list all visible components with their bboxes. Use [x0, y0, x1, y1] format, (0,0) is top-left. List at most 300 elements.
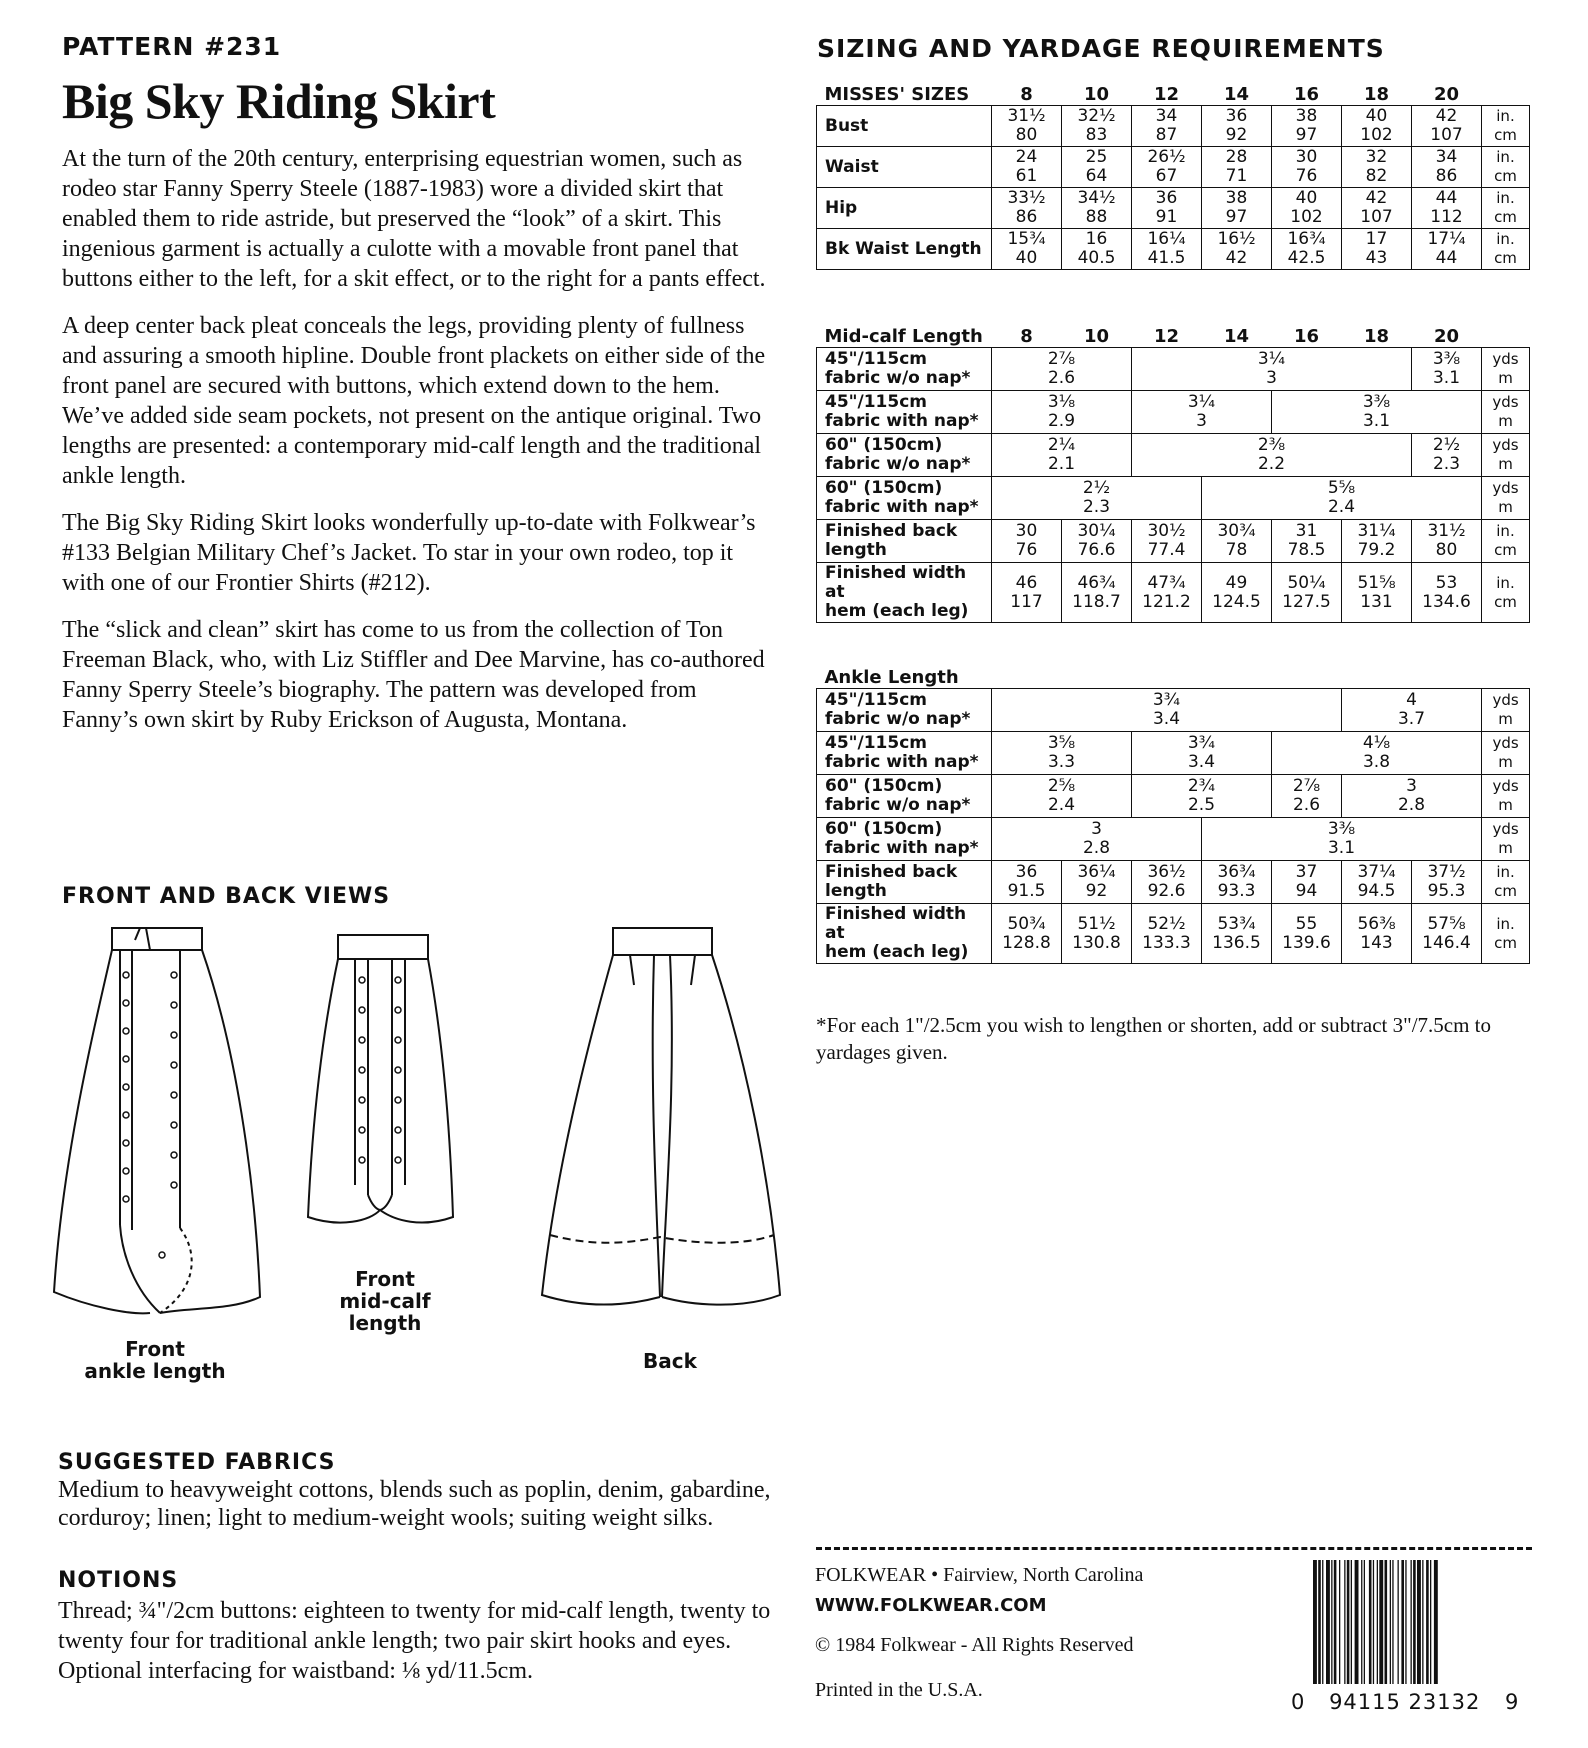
row-label: [817, 775, 992, 818]
cell-value-top: 42: [1365, 188, 1388, 208]
barcode-number-left: 0: [1291, 1690, 1305, 1714]
cell-value-bottom: hem (each leg): [825, 601, 969, 621]
table-cell: [1272, 391, 1482, 434]
cell-value-bottom: 71: [1225, 166, 1248, 186]
unit-cell: [1482, 106, 1530, 147]
table-cell: [992, 732, 1132, 775]
cell-value-bottom: fabric w/o nap*: [825, 454, 971, 474]
cell-value-bottom: 3.7: [1397, 709, 1426, 729]
table-cell: [1132, 775, 1272, 818]
table-cell: [1132, 106, 1202, 147]
cell-value-bottom: 107: [1430, 125, 1463, 145]
table-cell: [992, 904, 1062, 964]
table-cell: [1412, 229, 1482, 270]
table-cell: [1062, 861, 1132, 904]
cell-value-top: 57⅝: [1427, 913, 1466, 934]
cell-value-top: 28: [1225, 147, 1248, 167]
table-cell: [1342, 520, 1412, 563]
cell-value-bottom: 3: [1266, 368, 1277, 388]
table-cell: [992, 229, 1062, 270]
cell-value-top: 49: [1225, 572, 1248, 593]
cell-value-top: 30: [1015, 521, 1038, 541]
cell-value-top: 30¾: [1217, 521, 1256, 541]
table-row: [817, 818, 1530, 861]
cell-value-top: 16½: [1217, 229, 1256, 249]
cell-value-top: 53: [1435, 572, 1458, 593]
table-cell: [1272, 732, 1482, 775]
table-cell: [1342, 147, 1412, 188]
row-label: [817, 348, 992, 391]
table-cell: [992, 188, 1062, 229]
cell-value-bottom: 97: [1225, 207, 1248, 227]
cell-value-bottom: 78.5: [1287, 540, 1326, 560]
cell-value-bottom: 131: [1360, 591, 1393, 612]
unit-cell: [1482, 732, 1530, 775]
maker-line: FOLKWEAR • Fairview, North Carolina: [815, 1564, 1144, 1586]
cell-value-bottom: 76: [1015, 540, 1038, 560]
unit-cell: [1482, 861, 1530, 904]
cell-value-bottom: 3.3: [1047, 752, 1076, 772]
cell-value-top: 3¼: [1187, 392, 1216, 412]
copyright: © 1984 Folkwear - All Rights Reserved: [815, 1634, 1134, 1656]
size-header: 8: [1020, 326, 1033, 347]
cell-value-top: 53¾: [1217, 913, 1256, 934]
size-header: 12: [1153, 326, 1180, 347]
cell-value-top: 51½: [1077, 913, 1116, 934]
views-heading: FRONT AND BACK VIEWS: [62, 884, 391, 909]
table-cell: [1412, 147, 1482, 188]
table-cell: [1412, 861, 1482, 904]
table-cell: [992, 861, 1062, 904]
table-cell: [992, 689, 1342, 732]
table-cell: [1272, 520, 1342, 563]
cell-value-top: 50¼: [1287, 572, 1326, 593]
cell-value-bottom: 80: [1015, 125, 1038, 145]
table-cell: [1132, 563, 1202, 623]
cell-value-bottom: 2.1: [1047, 454, 1076, 474]
table-cell: [1342, 904, 1412, 964]
cell-value-bottom: 3: [1196, 411, 1207, 431]
cell-value-top: 60" (150cm): [825, 819, 943, 839]
size-header: 18: [1363, 326, 1390, 347]
front-ankle-label-line2: ankle length: [84, 1359, 226, 1383]
table-section-label: MISSES' SIZES: [824, 84, 970, 105]
cell-value-bottom: 117: [1010, 591, 1043, 612]
cell-value-bottom: 2.8: [1397, 795, 1426, 815]
table-cell: [1132, 147, 1202, 188]
table-cell: [1132, 861, 1202, 904]
cell-value-bottom: 80: [1435, 540, 1458, 560]
cell-value-top: yds: [1492, 691, 1519, 709]
cell-value-bottom: 2.5: [1187, 795, 1216, 815]
table-section-label: Ankle Length: [824, 667, 959, 688]
row-label: [817, 520, 992, 563]
cell-value-top: Finished back: [825, 862, 958, 882]
table-cell: [1342, 563, 1412, 623]
cell-value-top: Finished width at: [825, 563, 967, 602]
table-cell: [1272, 775, 1342, 818]
table-cell: [992, 818, 1202, 861]
cell-value-top: in.: [1496, 230, 1515, 248]
cell-value-bottom: cm: [1494, 541, 1517, 559]
cell-value-top: 3⅛: [1047, 392, 1076, 412]
cell-value-top: 2½: [1082, 478, 1111, 498]
table-cell: [992, 563, 1062, 623]
cell-value-top: 38: [1295, 106, 1318, 126]
cell-value-top: 30¼: [1077, 521, 1116, 541]
size-header: 10: [1083, 326, 1110, 347]
table-cell: [992, 391, 1132, 434]
cell-value-top: 5⅝: [1327, 478, 1356, 498]
barcode-number: [1291, 1690, 1531, 1714]
cell-value-top: in.: [1496, 189, 1515, 207]
unit-cell: [1482, 904, 1530, 964]
table-row: [817, 904, 1530, 964]
cell-value-top: 36½: [1147, 862, 1186, 882]
table-cell: [1132, 520, 1202, 563]
table-cell: [1132, 434, 1412, 477]
row-label: [817, 434, 992, 477]
table-cell: [1202, 147, 1272, 188]
row-label: [817, 904, 992, 964]
cell-value-bottom: m: [1498, 412, 1513, 430]
cell-value-top: 32: [1365, 147, 1388, 167]
cell-value-top: 60" (150cm): [825, 776, 943, 796]
cell-value-top: 34: [1435, 147, 1458, 167]
cell-value-top: 26½: [1147, 147, 1186, 167]
cell-value-top: 31: [1295, 521, 1318, 541]
cell-value-top: 34½: [1077, 188, 1116, 208]
front-ankle-label: [80, 1338, 230, 1382]
table-cell: [1202, 904, 1272, 964]
barcode-number-mid: 94115 23132: [1329, 1690, 1481, 1714]
table-cell: [1062, 904, 1132, 964]
cell-value-top: 45"/115cm: [825, 349, 927, 369]
unit-cell: [1482, 434, 1530, 477]
cell-value-bottom: 91.5: [1007, 881, 1046, 901]
cell-value-bottom: cm: [1494, 592, 1517, 611]
cell-value-bottom: 121.2: [1142, 591, 1191, 612]
table-row: [817, 434, 1530, 477]
table-row: [817, 106, 1530, 147]
size-header: 16: [1293, 84, 1320, 105]
size-header: 20: [1433, 326, 1460, 347]
cell-value-bottom: length: [825, 540, 887, 560]
cell-value-top: 2¾: [1187, 776, 1216, 796]
cell-value-bottom: 3.1: [1327, 838, 1356, 858]
body-measurements-table: [816, 84, 1530, 270]
cell-value-bottom: fabric w/o nap*: [825, 709, 971, 729]
cell-value-bottom: 92: [1085, 881, 1108, 901]
table-cell: [1342, 861, 1412, 904]
unit-cell: [1482, 348, 1530, 391]
cell-value-top: 36: [1225, 106, 1248, 126]
cell-value-bottom: 146.4: [1422, 932, 1471, 953]
cell-value-top: 3¼: [1257, 349, 1286, 369]
table-cell: [1202, 861, 1272, 904]
cell-value-bottom: cm: [1494, 167, 1517, 185]
row-label: Waist: [817, 147, 992, 188]
cell-value-bottom: fabric with nap*: [825, 497, 979, 517]
cell-value-bottom: 118.7: [1072, 591, 1121, 612]
cell-value-bottom: 86: [1435, 166, 1458, 186]
cell-value-top: 40: [1295, 188, 1318, 208]
cell-value-top: 2½: [1432, 435, 1461, 455]
cell-value-top: 15¾: [1007, 229, 1046, 249]
table-cell: [1062, 563, 1132, 623]
cell-value-top: yds: [1492, 820, 1519, 838]
fabrics-heading: SUGGESTED FABRICS: [58, 1450, 336, 1475]
cell-value-top: 36¾: [1217, 862, 1256, 882]
cell-value-top: Finished width at: [825, 904, 967, 943]
table-cell: [1202, 477, 1482, 520]
row-label: Bk Waist Length: [817, 229, 992, 270]
cell-value-top: 2⅞: [1047, 349, 1076, 369]
table-cell: [1062, 229, 1132, 270]
dashed-divider: [816, 1547, 1532, 1550]
table-cell: [1062, 520, 1132, 563]
cell-value-top: 3: [1406, 776, 1417, 796]
website-link[interactable]: WWW.FOLKWEAR.COM: [815, 1595, 1047, 1616]
cell-value-bottom: length: [825, 881, 887, 901]
table-cell: [1412, 106, 1482, 147]
cell-value-top: 44: [1435, 188, 1458, 208]
cell-value-bottom: m: [1498, 753, 1513, 771]
cell-value-bottom: 40: [1015, 248, 1038, 268]
cell-value-bottom: cm: [1494, 249, 1517, 267]
cell-value-bottom: 136.5: [1212, 932, 1261, 953]
cell-value-top: 37½: [1427, 862, 1466, 882]
table-cell: [1412, 904, 1482, 964]
cell-value-top: in.: [1496, 522, 1515, 540]
cell-value-bottom: 124.5: [1212, 591, 1261, 612]
table-cell: [1412, 563, 1482, 623]
table-row: [817, 188, 1530, 229]
cell-value-top: 17¼: [1427, 229, 1466, 249]
cell-value-bottom: 94.5: [1357, 881, 1396, 901]
cell-value-bottom: m: [1498, 455, 1513, 473]
cell-value-bottom: 127.5: [1282, 591, 1331, 612]
cell-value-bottom: 2.3: [1082, 497, 1111, 517]
cell-value-bottom: 92: [1225, 125, 1248, 145]
cell-value-top: 2⅝: [1047, 776, 1076, 796]
back-skirt-drawing: [542, 928, 780, 1305]
table-cell: [1202, 229, 1272, 270]
cell-value-bottom: cm: [1494, 882, 1517, 900]
table-cell: [1062, 106, 1132, 147]
cell-value-top: 25: [1085, 147, 1108, 167]
cell-value-bottom: 86: [1015, 207, 1038, 227]
cell-value-bottom: m: [1498, 710, 1513, 728]
cell-value-bottom: 3.1: [1362, 411, 1391, 431]
row-label: [817, 477, 992, 520]
cell-value-bottom: 42: [1225, 248, 1248, 268]
cell-value-top: Finished back: [825, 521, 958, 541]
row-label: [817, 689, 992, 732]
cell-value-bottom: 61: [1015, 166, 1038, 186]
cell-value-top: 36¼: [1077, 862, 1116, 882]
cell-value-top: 17: [1365, 229, 1388, 249]
size-header: 20: [1433, 84, 1460, 105]
cell-value-bottom: 139.6: [1282, 932, 1331, 953]
cell-value-bottom: 2.4: [1327, 497, 1356, 517]
table-row: [817, 861, 1530, 904]
cell-value-top: 55: [1295, 913, 1318, 934]
cell-value-top: 31½: [1427, 521, 1466, 541]
cell-value-bottom: 67: [1155, 166, 1178, 186]
cell-value-top: 46: [1015, 572, 1038, 593]
cell-value-bottom: 95.3: [1427, 881, 1466, 901]
cell-value-top: 30½: [1147, 521, 1186, 541]
cell-value-top: 3⅜: [1432, 349, 1461, 369]
cell-value-bottom: 3.1: [1432, 368, 1461, 388]
cell-value-top: in.: [1496, 914, 1515, 933]
cell-value-bottom: 2.4: [1047, 795, 1076, 815]
cell-value-top: 31½: [1007, 106, 1046, 126]
cell-value-bottom: 83: [1085, 125, 1108, 145]
cell-value-top: 30: [1295, 147, 1318, 167]
front-ankle-skirt-drawing: [54, 928, 260, 1313]
midcalf-yardage-table: [816, 326, 1530, 623]
ankle-yardage-table: [816, 667, 1530, 964]
cell-value-top: yds: [1492, 436, 1519, 454]
table-cell: [1272, 188, 1342, 229]
cell-value-bottom: 93.3: [1217, 881, 1256, 901]
cell-value-bottom: 143: [1360, 932, 1393, 953]
front-midcalf-label-line1: Front: [355, 1267, 415, 1291]
table-cell: [1272, 106, 1342, 147]
cell-value-bottom: 102: [1360, 125, 1393, 145]
cell-value-top: 60" (150cm): [825, 435, 943, 455]
row-label: Hip: [817, 188, 992, 229]
size-header: 14: [1223, 326, 1250, 347]
cell-value-top: 16¼: [1147, 229, 1186, 249]
cell-value-top: in.: [1496, 107, 1515, 125]
cell-value-top: 40: [1365, 106, 1388, 126]
table-cell: [1132, 391, 1272, 434]
cell-value-bottom: 76.6: [1077, 540, 1116, 560]
cell-value-bottom: 2.3: [1432, 454, 1461, 474]
cell-value-top: 2⅞: [1292, 776, 1321, 796]
table-cell: [1412, 434, 1482, 477]
description-paragraph: At the turn of the 20th century, enterprising equestrian women, such as rodeo star Fanny Sperry Steele (1887-1983) wore a divided skirt that enabled them to ride astride, but preserved the “look” of a skirt. This ingenious garment is actually a culotte with a movable front panel that buttons either to the left, for a skit effect, or to the right for a pants effect.: [62, 146, 766, 292]
cell-value-top: yds: [1492, 350, 1519, 368]
cell-value-bottom: fabric w/o nap*: [825, 368, 971, 388]
cell-value-bottom: 94: [1295, 881, 1318, 901]
cell-value-bottom: 97: [1295, 125, 1318, 145]
table-cell: [992, 434, 1132, 477]
cell-value-top: 31¼: [1357, 521, 1396, 541]
cell-value-bottom: cm: [1494, 208, 1517, 226]
front-ankle-label-line1: Front: [125, 1337, 185, 1361]
table-cell: [1132, 732, 1272, 775]
cell-value-top: 51⅝: [1357, 572, 1396, 593]
row-label: Bust: [817, 106, 992, 147]
table-cell: [1342, 188, 1412, 229]
pattern-number: PATTERN #231: [62, 32, 282, 61]
cell-value-bottom: 88: [1085, 207, 1108, 227]
cell-value-top: 36: [1155, 188, 1178, 208]
notions-text: Thread; ¾"/2cm buttons: eighteen to twenty for mid-calf length, twenty to twenty four for traditional ankle length; two pair skirt hooks and eyes. Optional interfacing for waistband: ⅛ yd/11.5cm.: [58, 1598, 771, 1684]
size-header: 10: [1083, 84, 1110, 105]
description: [62, 144, 776, 752]
page-title: Big Sky Riding Skirt: [62, 73, 496, 129]
cell-value-bottom: m: [1498, 796, 1513, 814]
table-cell: [1202, 818, 1482, 861]
unit-cell: [1482, 563, 1530, 623]
cell-value-top: 46¾: [1077, 572, 1116, 593]
table-row: [817, 520, 1530, 563]
row-label: [817, 391, 992, 434]
cell-value-bottom: 130.8: [1072, 932, 1121, 953]
unit-cell: [1482, 520, 1530, 563]
unit-cell: [1482, 147, 1530, 188]
cell-value-bottom: 2.8: [1082, 838, 1111, 858]
cell-value-top: 45"/115cm: [825, 392, 927, 412]
table-cell: [1272, 229, 1342, 270]
cell-value-top: 16¾: [1287, 229, 1326, 249]
yardage-footnote: *For each 1"/2.5cm you wish to lengthen or shorten, add or subtract 3"/7.5cm to yardages given.: [816, 1013, 1492, 1064]
cell-value-top: 3¾: [1187, 733, 1216, 753]
table-cell: [1132, 348, 1412, 391]
cell-value-bottom: cm: [1494, 933, 1517, 952]
table-cell: [1412, 348, 1482, 391]
cell-value-bottom: 41.5: [1147, 248, 1186, 268]
cell-value-bottom: 2.6: [1292, 795, 1321, 815]
cell-value-bottom: fabric w/o nap*: [825, 795, 971, 815]
notions-heading: NOTIONS: [58, 1568, 179, 1593]
size-header: 16: [1293, 326, 1320, 347]
fabrics-text: Medium to heavyweight cottons, blends such as poplin, denim, gabardine, corduroy; linen; light to medium-weight wools; suiting weight silks.: [58, 1477, 771, 1531]
cell-value-bottom: 134.6: [1422, 591, 1471, 612]
cell-value-top: in.: [1496, 573, 1515, 592]
table-cell: [1062, 188, 1132, 229]
cell-value-top: 32½: [1077, 106, 1116, 126]
size-header: 8: [1020, 84, 1033, 105]
table-row: [817, 348, 1530, 391]
cell-value-bottom: fabric with nap*: [825, 752, 979, 772]
cell-value-top: 34: [1155, 106, 1178, 126]
row-label: [817, 563, 992, 623]
table-cell: [992, 348, 1132, 391]
cell-value-top: 50¾: [1007, 913, 1046, 934]
table-cell: [1132, 904, 1202, 964]
table-cell: [1342, 689, 1482, 732]
cell-value-top: 3⅜: [1327, 819, 1356, 839]
cell-value-bottom: fabric with nap*: [825, 838, 979, 858]
cell-value-bottom: m: [1498, 498, 1513, 516]
cell-value-bottom: 64: [1085, 166, 1108, 186]
cell-value-bottom: hem (each leg): [825, 942, 969, 962]
unit-cell: [1482, 775, 1530, 818]
cell-value-bottom: 43: [1365, 248, 1388, 268]
table-section-label: Mid-calf Length: [824, 326, 983, 347]
cell-value-bottom: cm: [1494, 126, 1517, 144]
cell-value-bottom: fabric with nap*: [825, 411, 979, 431]
unit-cell: [1482, 818, 1530, 861]
cell-value-top: 2⅜: [1257, 435, 1286, 455]
table-cell: [1272, 563, 1342, 623]
cell-value-bottom: 3.4: [1187, 752, 1216, 772]
cell-value-top: 45"/115cm: [825, 690, 927, 710]
cell-value-bottom: 128.8: [1002, 932, 1051, 953]
table-cell: [992, 106, 1062, 147]
size-header: 12: [1153, 84, 1180, 105]
unit-cell: [1482, 391, 1530, 434]
table-cell: [1202, 106, 1272, 147]
cell-value-bottom: 92.6: [1147, 881, 1186, 901]
cell-value-top: 3¾: [1152, 690, 1181, 710]
